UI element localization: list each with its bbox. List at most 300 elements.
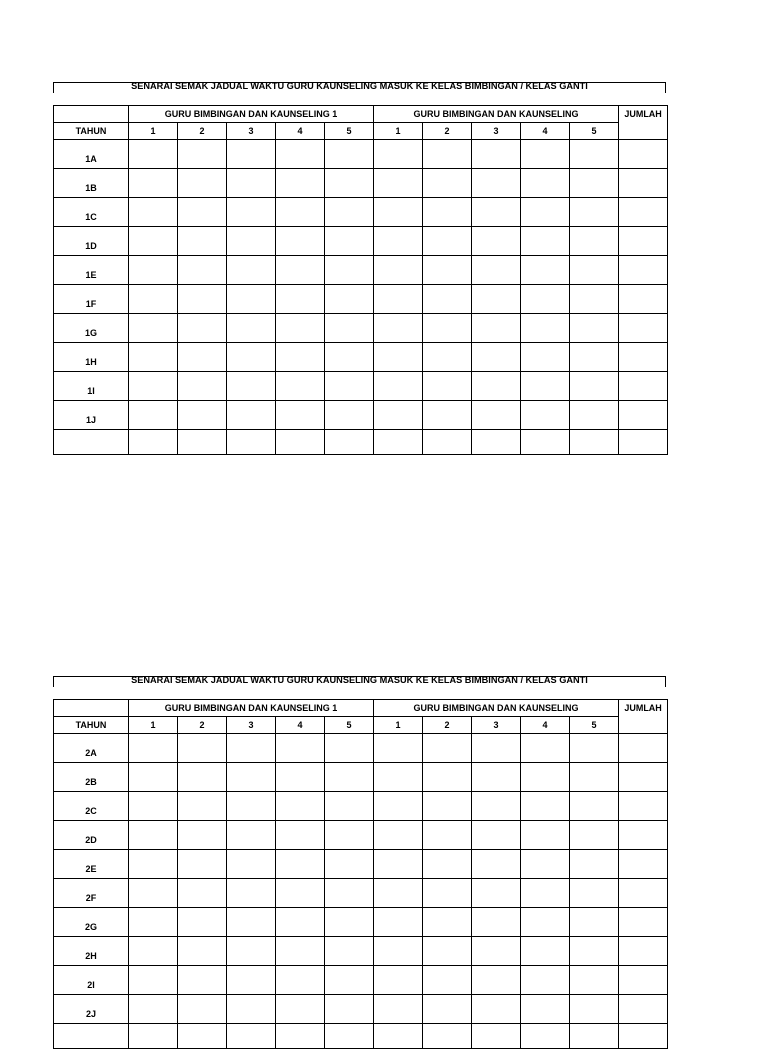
- check-cell[interactable]: [178, 734, 227, 763]
- check-cell[interactable]: [325, 821, 374, 850]
- check-cell[interactable]: [325, 937, 374, 966]
- check-cell[interactable]: [374, 401, 423, 430]
- check-cell[interactable]: [423, 314, 472, 343]
- class-label: 2F: [54, 879, 129, 908]
- check-cell[interactable]: [374, 995, 423, 1024]
- check-cell[interactable]: [227, 734, 276, 763]
- check-cell[interactable]: [521, 1024, 570, 1049]
- year-header-blank: [54, 106, 129, 123]
- check-cell[interactable]: [276, 792, 325, 821]
- check-cell[interactable]: [423, 734, 472, 763]
- check-cell[interactable]: [472, 169, 521, 198]
- check-cell[interactable]: [374, 879, 423, 908]
- table-row: [54, 908, 668, 937]
- check-cell[interactable]: [521, 792, 570, 821]
- check-cell[interactable]: [374, 763, 423, 792]
- check-cell[interactable]: [472, 198, 521, 227]
- check-cell[interactable]: [178, 314, 227, 343]
- check-cell[interactable]: [423, 227, 472, 256]
- check-cell[interactable]: [325, 430, 374, 455]
- check-cell[interactable]: [129, 763, 178, 792]
- check-cell[interactable]: [276, 343, 325, 372]
- check-cell[interactable]: [227, 372, 276, 401]
- check-cell[interactable]: [374, 821, 423, 850]
- check-cell[interactable]: [325, 850, 374, 879]
- check-cell[interactable]: [227, 1024, 276, 1049]
- check-cell[interactable]: [472, 937, 521, 966]
- class-label: 1H: [54, 343, 129, 372]
- class-label: 1B: [54, 169, 129, 198]
- check-cell[interactable]: [472, 140, 521, 169]
- check-cell[interactable]: [178, 227, 227, 256]
- check-cell[interactable]: [276, 937, 325, 966]
- check-cell[interactable]: [619, 372, 668, 401]
- check-cell[interactable]: [472, 256, 521, 285]
- check-cell[interactable]: [374, 198, 423, 227]
- check-cell[interactable]: [521, 169, 570, 198]
- check-cell[interactable]: [325, 198, 374, 227]
- check-cell[interactable]: [178, 285, 227, 314]
- check-cell[interactable]: [423, 763, 472, 792]
- year-header: TAHUN: [54, 717, 129, 734]
- check-cell[interactable]: [129, 285, 178, 314]
- check-cell[interactable]: [276, 401, 325, 430]
- check-cell[interactable]: [227, 792, 276, 821]
- year-header-blank: [54, 700, 129, 717]
- check-cell[interactable]: [325, 227, 374, 256]
- check-cell[interactable]: [521, 343, 570, 372]
- session-number-header: 4: [521, 123, 570, 140]
- check-cell[interactable]: [570, 314, 619, 343]
- check-cell[interactable]: [227, 256, 276, 285]
- check-cell[interactable]: [54, 430, 129, 455]
- check-cell[interactable]: [521, 372, 570, 401]
- check-cell[interactable]: [129, 908, 178, 937]
- check-cell[interactable]: [276, 995, 325, 1024]
- check-cell[interactable]: [423, 256, 472, 285]
- check-cell[interactable]: [129, 140, 178, 169]
- check-cell[interactable]: [178, 1024, 227, 1049]
- session-number-header: 2: [178, 717, 227, 734]
- check-cell[interactable]: [423, 169, 472, 198]
- check-cell[interactable]: [521, 850, 570, 879]
- check-cell[interactable]: [374, 372, 423, 401]
- check-cell[interactable]: [276, 285, 325, 314]
- check-cell[interactable]: [570, 169, 619, 198]
- session-number-header: 5: [570, 717, 619, 734]
- class-label: 2H: [54, 937, 129, 966]
- table-row: [54, 401, 668, 430]
- check-cell[interactable]: [276, 256, 325, 285]
- check-cell[interactable]: [276, 850, 325, 879]
- check-cell[interactable]: [227, 763, 276, 792]
- check-cell[interactable]: [325, 169, 374, 198]
- check-cell[interactable]: [521, 879, 570, 908]
- session-number-header: 4: [276, 123, 325, 140]
- check-cell[interactable]: [178, 198, 227, 227]
- check-cell[interactable]: [619, 966, 668, 995]
- check-cell[interactable]: [423, 850, 472, 879]
- check-cell[interactable]: [325, 1024, 374, 1049]
- table-row: [54, 937, 668, 966]
- check-cell[interactable]: [178, 430, 227, 455]
- check-cell[interactable]: [521, 314, 570, 343]
- check-cell[interactable]: [178, 763, 227, 792]
- class-label: 2B: [54, 763, 129, 792]
- check-cell[interactable]: [570, 879, 619, 908]
- check-cell[interactable]: [619, 430, 668, 455]
- check-cell[interactable]: [374, 937, 423, 966]
- check-cell[interactable]: [570, 140, 619, 169]
- session-number-header: 2: [423, 717, 472, 734]
- check-cell[interactable]: [178, 966, 227, 995]
- check-cell[interactable]: [570, 966, 619, 995]
- sheet-title: SENARAI SEMAK JADUAL WAKTU GURU KAUNSELING MASUK KE KELAS BIMBINGAN / KELAS GANTI: [131, 81, 588, 91]
- session-number-header: 5: [325, 717, 374, 734]
- check-cell[interactable]: [619, 937, 668, 966]
- check-cell[interactable]: [276, 1024, 325, 1049]
- check-cell[interactable]: [570, 1024, 619, 1049]
- check-cell[interactable]: [472, 1024, 521, 1049]
- table-row: [54, 140, 668, 169]
- check-cell[interactable]: [472, 995, 521, 1024]
- check-cell[interactable]: [521, 140, 570, 169]
- check-cell[interactable]: [619, 169, 668, 198]
- check-cell[interactable]: [325, 792, 374, 821]
- check-cell[interactable]: [521, 821, 570, 850]
- check-cell[interactable]: [276, 763, 325, 792]
- check-cell[interactable]: [178, 937, 227, 966]
- check-cell[interactable]: [619, 343, 668, 372]
- check-cell[interactable]: [227, 285, 276, 314]
- class-label: 1A: [54, 140, 129, 169]
- check-cell[interactable]: [619, 734, 668, 763]
- header-row-groups: [54, 106, 668, 123]
- check-cell[interactable]: [423, 821, 472, 850]
- check-cell[interactable]: [129, 227, 178, 256]
- check-cell[interactable]: [472, 763, 521, 792]
- check-cell[interactable]: [619, 792, 668, 821]
- check-cell[interactable]: [570, 850, 619, 879]
- check-cell[interactable]: [570, 372, 619, 401]
- check-cell[interactable]: [129, 401, 178, 430]
- check-cell[interactable]: [570, 908, 619, 937]
- check-cell[interactable]: [227, 401, 276, 430]
- check-cell[interactable]: [619, 198, 668, 227]
- check-cell[interactable]: [276, 821, 325, 850]
- check-cell[interactable]: [325, 401, 374, 430]
- check-cell[interactable]: [227, 937, 276, 966]
- check-cell[interactable]: [129, 792, 178, 821]
- check-cell[interactable]: [374, 734, 423, 763]
- check-cell[interactable]: [227, 821, 276, 850]
- check-cell[interactable]: [325, 763, 374, 792]
- class-label: 1F: [54, 285, 129, 314]
- table-row: [54, 966, 668, 995]
- check-cell[interactable]: [276, 198, 325, 227]
- table-row: [54, 792, 668, 821]
- table-row: [54, 256, 668, 285]
- check-cell[interactable]: [227, 966, 276, 995]
- check-cell[interactable]: [276, 227, 325, 256]
- check-cell[interactable]: [129, 430, 178, 455]
- check-cell[interactable]: [472, 734, 521, 763]
- check-cell[interactable]: [619, 285, 668, 314]
- check-cell[interactable]: [619, 995, 668, 1024]
- table-row-empty: [54, 430, 668, 455]
- total-header-blank: [619, 123, 668, 140]
- check-cell[interactable]: [129, 198, 178, 227]
- check-cell[interactable]: [472, 430, 521, 455]
- check-cell[interactable]: [423, 140, 472, 169]
- check-cell[interactable]: [423, 1024, 472, 1049]
- check-cell[interactable]: [178, 792, 227, 821]
- header-row-numbers: [54, 717, 668, 734]
- check-cell[interactable]: [276, 734, 325, 763]
- check-cell[interactable]: [570, 343, 619, 372]
- check-cell[interactable]: [227, 169, 276, 198]
- check-cell[interactable]: [325, 908, 374, 937]
- check-cell[interactable]: [227, 995, 276, 1024]
- session-number-header: 3: [472, 717, 521, 734]
- check-cell[interactable]: [178, 821, 227, 850]
- check-cell[interactable]: [570, 198, 619, 227]
- check-cell[interactable]: [374, 169, 423, 198]
- check-cell[interactable]: [521, 937, 570, 966]
- check-cell[interactable]: [570, 734, 619, 763]
- check-cell[interactable]: [374, 140, 423, 169]
- check-cell[interactable]: [129, 734, 178, 763]
- check-cell[interactable]: [178, 343, 227, 372]
- check-cell[interactable]: [325, 314, 374, 343]
- check-cell[interactable]: [521, 995, 570, 1024]
- check-cell[interactable]: [472, 343, 521, 372]
- check-cell[interactable]: [129, 372, 178, 401]
- table-row: [54, 850, 668, 879]
- table-row: [54, 995, 668, 1024]
- check-cell[interactable]: [178, 995, 227, 1024]
- check-cell[interactable]: [570, 430, 619, 455]
- check-cell[interactable]: [178, 372, 227, 401]
- check-cell[interactable]: [521, 401, 570, 430]
- check-cell[interactable]: [276, 372, 325, 401]
- check-cell[interactable]: [374, 1024, 423, 1049]
- check-cell[interactable]: [227, 140, 276, 169]
- check-cell[interactable]: [423, 198, 472, 227]
- check-cell[interactable]: [276, 140, 325, 169]
- check-cell[interactable]: [276, 879, 325, 908]
- check-cell[interactable]: [423, 966, 472, 995]
- class-label: 1E: [54, 256, 129, 285]
- check-cell[interactable]: [374, 256, 423, 285]
- check-cell[interactable]: [472, 372, 521, 401]
- check-cell[interactable]: [374, 285, 423, 314]
- table-row: [54, 734, 668, 763]
- check-cell[interactable]: [423, 401, 472, 430]
- session-number-header: 1: [129, 717, 178, 734]
- table-row: [54, 763, 668, 792]
- class-label: 2G: [54, 908, 129, 937]
- check-cell[interactable]: [178, 140, 227, 169]
- check-cell[interactable]: [472, 879, 521, 908]
- session-number-header: 1: [129, 123, 178, 140]
- group-header-1: GURU BIMBINGAN DAN KAUNSELING 1: [129, 700, 374, 717]
- check-cell[interactable]: [178, 169, 227, 198]
- check-cell[interactable]: [325, 343, 374, 372]
- check-cell[interactable]: [276, 169, 325, 198]
- check-cell[interactable]: [619, 256, 668, 285]
- check-cell[interactable]: [227, 198, 276, 227]
- check-cell[interactable]: [619, 850, 668, 879]
- check-cell[interactable]: [472, 792, 521, 821]
- check-cell[interactable]: [178, 850, 227, 879]
- check-cell[interactable]: [521, 256, 570, 285]
- table-row: [54, 879, 668, 908]
- check-cell[interactable]: [472, 227, 521, 256]
- check-cell[interactable]: [570, 763, 619, 792]
- check-cell[interactable]: [521, 430, 570, 455]
- check-cell[interactable]: [129, 966, 178, 995]
- check-cell[interactable]: [129, 169, 178, 198]
- check-cell[interactable]: [472, 966, 521, 995]
- check-cell[interactable]: [129, 879, 178, 908]
- check-cell[interactable]: [129, 1024, 178, 1049]
- class-label: 2C: [54, 792, 129, 821]
- check-cell[interactable]: [325, 140, 374, 169]
- session-number-header: 4: [276, 717, 325, 734]
- check-cell[interactable]: [570, 995, 619, 1024]
- check-cell[interactable]: [227, 430, 276, 455]
- check-cell[interactable]: [521, 198, 570, 227]
- class-label: 2I: [54, 966, 129, 995]
- check-cell[interactable]: [619, 763, 668, 792]
- check-cell[interactable]: [423, 937, 472, 966]
- check-cell[interactable]: [325, 285, 374, 314]
- check-cell[interactable]: [325, 372, 374, 401]
- check-cell[interactable]: [325, 995, 374, 1024]
- check-cell[interactable]: [521, 966, 570, 995]
- check-cell[interactable]: [325, 879, 374, 908]
- class-label: 2D: [54, 821, 129, 850]
- check-cell[interactable]: [325, 966, 374, 995]
- check-cell[interactable]: [472, 285, 521, 314]
- check-cell[interactable]: [521, 908, 570, 937]
- check-cell[interactable]: [619, 1024, 668, 1049]
- check-cell[interactable]: [374, 343, 423, 372]
- check-cell[interactable]: [374, 314, 423, 343]
- check-cell[interactable]: [521, 227, 570, 256]
- check-cell[interactable]: [325, 256, 374, 285]
- check-cell[interactable]: [521, 734, 570, 763]
- check-cell[interactable]: [276, 966, 325, 995]
- class-label: 2J: [54, 995, 129, 1024]
- check-cell[interactable]: [521, 763, 570, 792]
- total-header: JUMLAH: [619, 700, 668, 717]
- check-cell[interactable]: [374, 908, 423, 937]
- class-label: 1J: [54, 401, 129, 430]
- check-cell[interactable]: [619, 227, 668, 256]
- check-cell[interactable]: [619, 314, 668, 343]
- check-cell[interactable]: [227, 908, 276, 937]
- check-cell[interactable]: [570, 821, 619, 850]
- check-cell[interactable]: [570, 285, 619, 314]
- check-cell[interactable]: [619, 908, 668, 937]
- check-cell[interactable]: [276, 908, 325, 937]
- check-cell[interactable]: [227, 879, 276, 908]
- session-number-header: 5: [325, 123, 374, 140]
- check-cell[interactable]: [570, 256, 619, 285]
- check-cell[interactable]: [570, 401, 619, 430]
- check-cell[interactable]: [178, 879, 227, 908]
- check-cell[interactable]: [570, 227, 619, 256]
- header-row-groups: [54, 700, 668, 717]
- check-cell[interactable]: [619, 401, 668, 430]
- check-cell[interactable]: [423, 879, 472, 908]
- schedule-table: [53, 699, 668, 1049]
- session-number-header: 3: [227, 717, 276, 734]
- check-cell[interactable]: [423, 995, 472, 1024]
- check-cell[interactable]: [227, 850, 276, 879]
- check-cell[interactable]: [178, 908, 227, 937]
- check-cell[interactable]: [54, 1024, 129, 1049]
- check-cell[interactable]: [227, 227, 276, 256]
- check-cell[interactable]: [619, 821, 668, 850]
- check-cell[interactable]: [423, 285, 472, 314]
- check-cell[interactable]: [423, 372, 472, 401]
- check-cell[interactable]: [129, 314, 178, 343]
- header-row-numbers: [54, 123, 668, 140]
- check-cell[interactable]: [374, 850, 423, 879]
- check-cell[interactable]: [423, 908, 472, 937]
- check-cell[interactable]: [472, 401, 521, 430]
- check-cell[interactable]: [276, 314, 325, 343]
- check-cell[interactable]: [129, 343, 178, 372]
- check-cell[interactable]: [472, 908, 521, 937]
- check-cell[interactable]: [521, 285, 570, 314]
- check-cell[interactable]: [374, 792, 423, 821]
- check-cell[interactable]: [178, 256, 227, 285]
- check-cell[interactable]: [570, 937, 619, 966]
- check-cell[interactable]: [472, 314, 521, 343]
- class-label: 1I: [54, 372, 129, 401]
- check-cell[interactable]: [325, 734, 374, 763]
- check-cell[interactable]: [374, 227, 423, 256]
- check-cell[interactable]: [129, 937, 178, 966]
- check-cell[interactable]: [423, 343, 472, 372]
- check-cell[interactable]: [423, 792, 472, 821]
- check-cell[interactable]: [129, 995, 178, 1024]
- check-cell[interactable]: [374, 430, 423, 455]
- check-cell[interactable]: [472, 821, 521, 850]
- check-cell[interactable]: [129, 256, 178, 285]
- check-cell[interactable]: [374, 966, 423, 995]
- session-number-header: 3: [227, 123, 276, 140]
- total-header-blank: [619, 717, 668, 734]
- check-cell[interactable]: [129, 850, 178, 879]
- check-cell[interactable]: [472, 850, 521, 879]
- check-cell[interactable]: [619, 140, 668, 169]
- check-cell[interactable]: [178, 401, 227, 430]
- check-cell[interactable]: [423, 430, 472, 455]
- session-number-header: 4: [521, 717, 570, 734]
- check-cell[interactable]: [619, 879, 668, 908]
- check-cell[interactable]: [227, 314, 276, 343]
- check-cell[interactable]: [570, 792, 619, 821]
- check-cell[interactable]: [129, 821, 178, 850]
- session-number-header: 1: [374, 717, 423, 734]
- check-cell[interactable]: [276, 430, 325, 455]
- check-cell[interactable]: [227, 343, 276, 372]
